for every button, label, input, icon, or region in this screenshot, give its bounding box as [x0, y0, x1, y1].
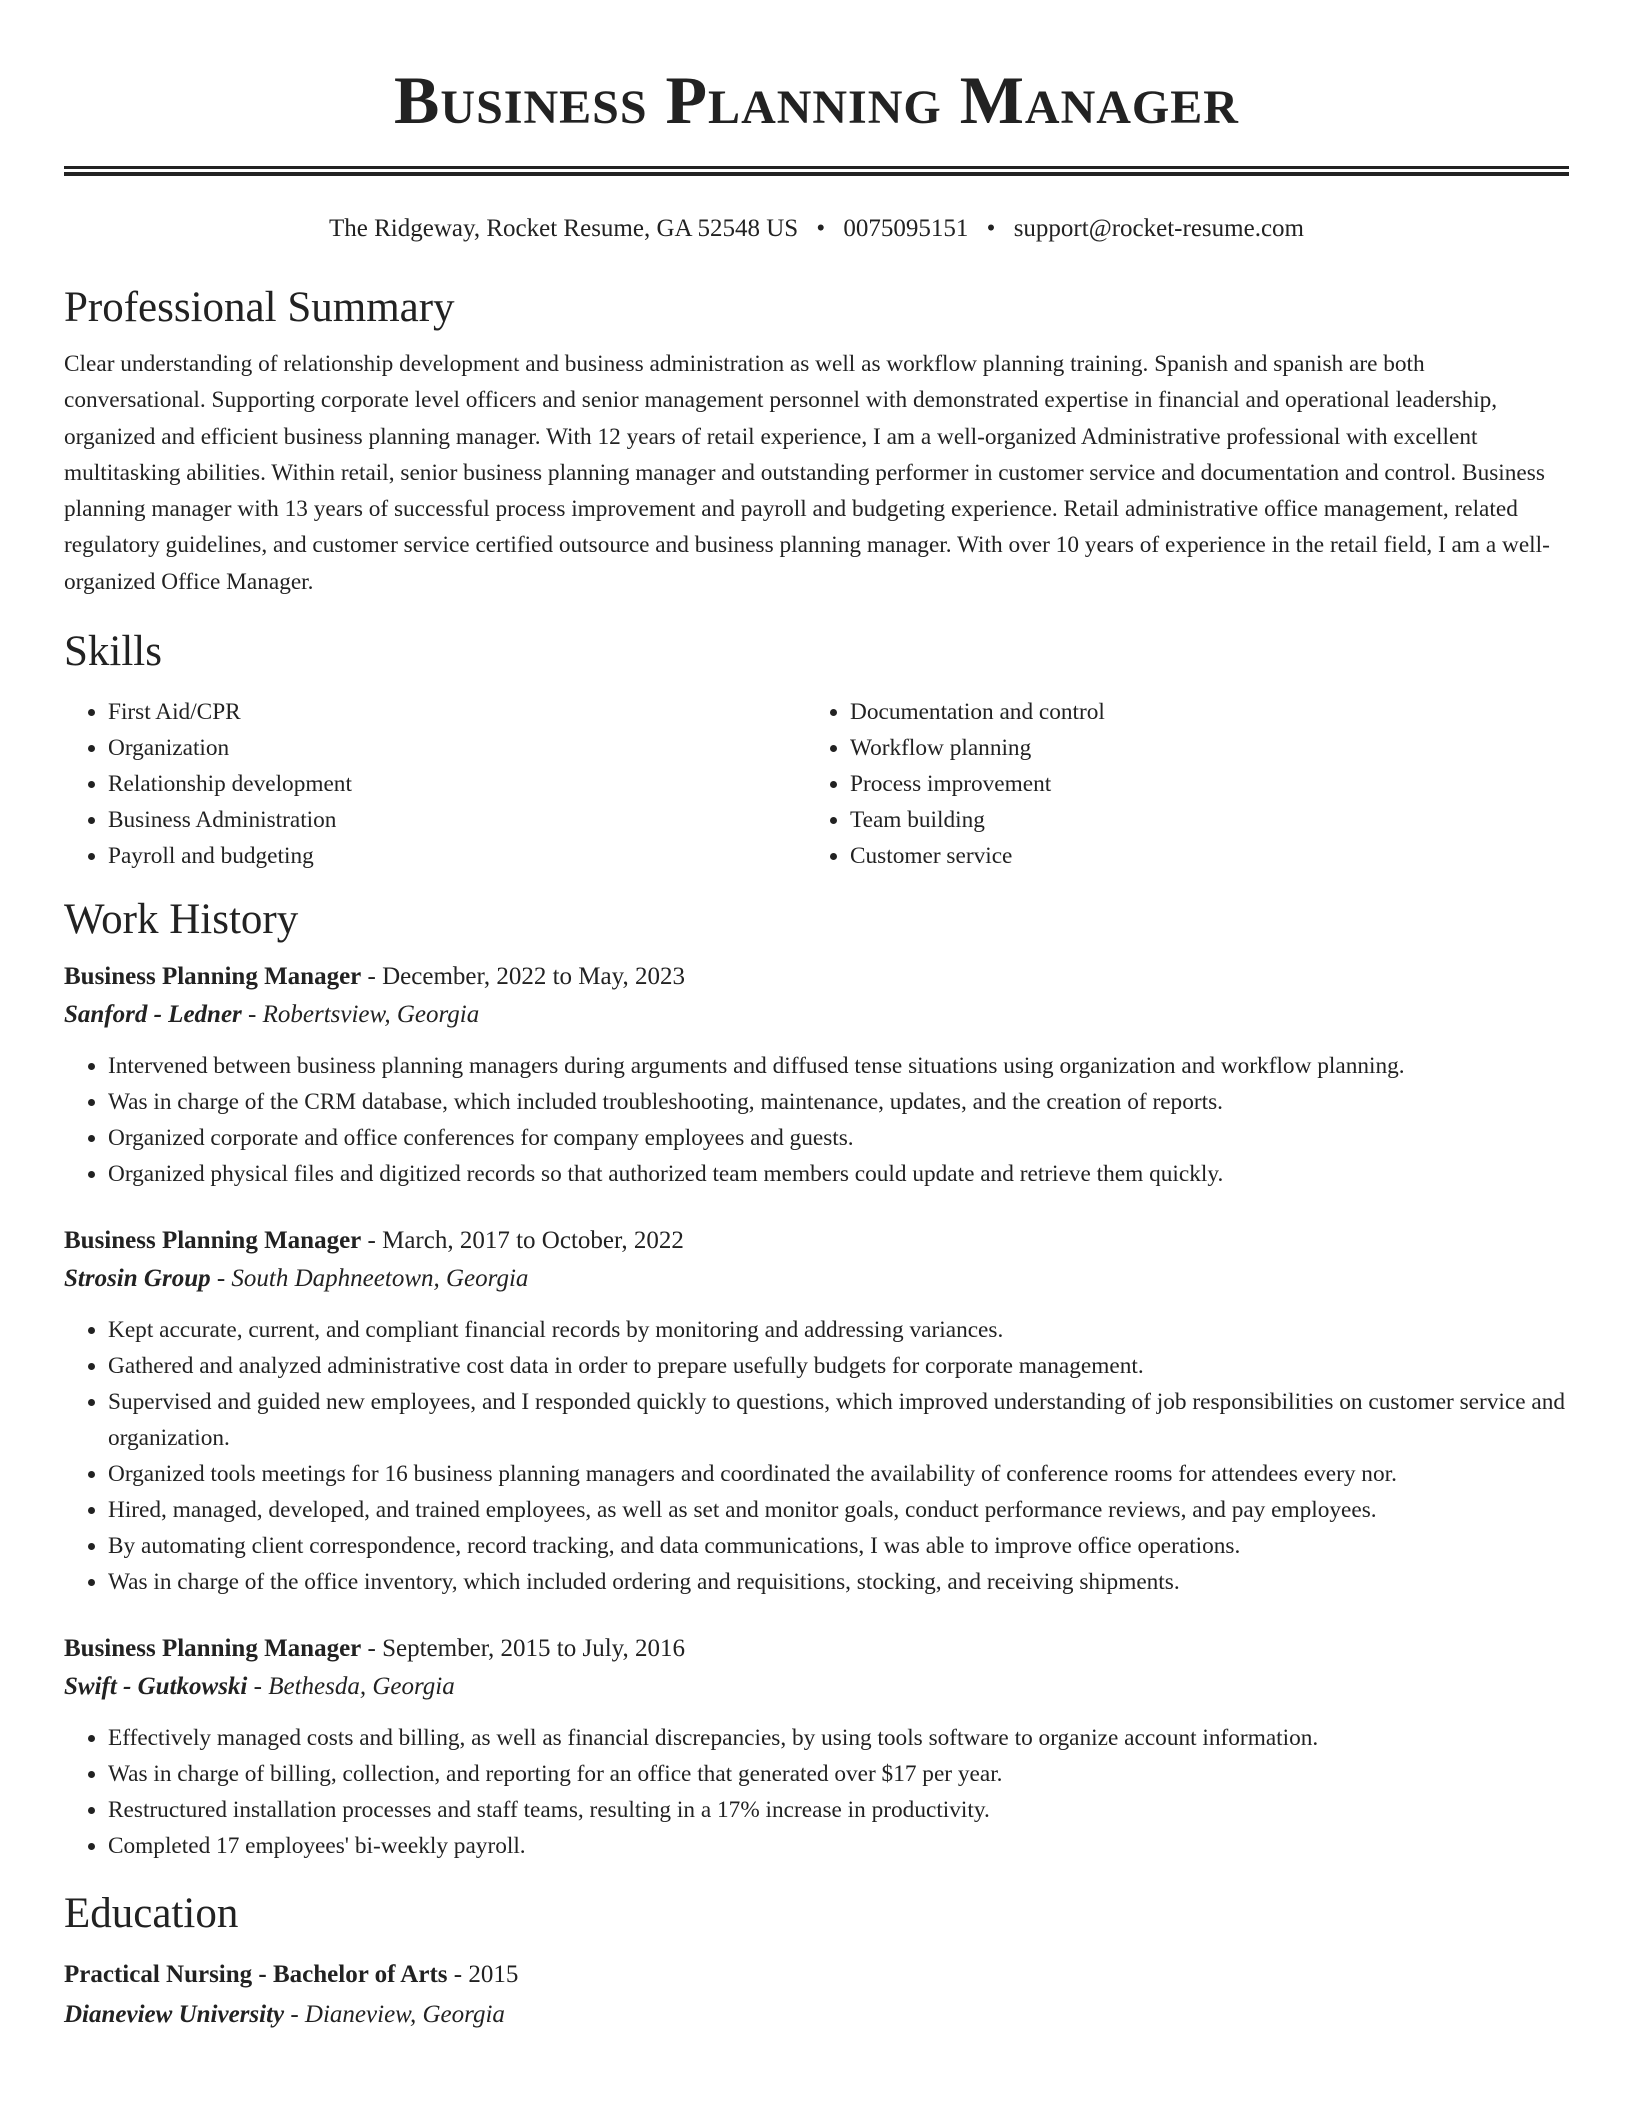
job-header	[64, 958, 1569, 996]
job-bullet: • Gathered and analyzed administrative cost data in order to prepare usefully budgets for corporate management.	[108, 1348, 1569, 1384]
contact-phone: 0075095151	[843, 215, 969, 242]
education-school: Dianeview University	[64, 2001, 285, 2029]
job-bullet: • Was in charge of the CRM database, which included troubleshooting, maintenance, updates, and the creation of reports.	[108, 1084, 1569, 1120]
job-role: Business Planning Manager	[64, 963, 362, 991]
job-bullet: • Organized tools meetings for 16 business planning managers and coordinated the availability of conference rooms for attendees every nor.	[108, 1456, 1569, 1492]
job-bullet: • Was in charge of the office inventory, which included ordering and requisitions, stocking, and receiving shipments.	[108, 1564, 1569, 1600]
skill-item: • Documentation and control	[850, 694, 1548, 730]
contact-email: support@rocket-resume.com	[1013, 215, 1304, 242]
job-bullets	[64, 1312, 1569, 1600]
skill-item: • Payroll and budgeting	[108, 838, 806, 874]
education-year: - 2015	[447, 1961, 519, 1989]
job-company: Sanford - Ledner	[64, 1001, 242, 1029]
job-location: - Bethesda, Georgia	[247, 1673, 455, 1701]
job-dates: - March, 2017 to October, 2022	[361, 1227, 684, 1255]
job-bullet: • Completed 17 employees' bi-weekly payroll.	[108, 1828, 1569, 1864]
summary-heading: Professional Summary	[64, 284, 455, 331]
job-entry	[64, 1630, 1569, 1864]
summary-text: Clear understanding of relationship development and business administration as well as workflow planning training. Spanish and spanish are both conversational. Supporting corporate level officers and senior management personnel with demonstrated expertise in financial and operational leadership, organized and efficient business planning manager. With 12 years of retail experience, I am a well-organized Administrative professional with excellent multitasking abilities. Within retail, senior business planning manager and outstanding performer in customer service and documentation and control. Business planning manager with 13 years of successful process improvement and payroll and budgeting experience. Retail administrative office management, related regulatory guidelines, and customer service certified outsource and business planning manager. With over 10 years of experience in the retail field, I am a well-organized Office Manager.	[64, 351, 1550, 595]
job-bullet: • Effectively managed costs and billing, as well as financial discrepancies, by using tools software to organize account information.	[108, 1720, 1569, 1756]
skill-item: • Customer service	[850, 838, 1548, 874]
skill-item: • First Aid/CPR	[108, 694, 806, 730]
job-company-line	[64, 1668, 1569, 1706]
job-company: Strosin Group	[64, 1265, 211, 1293]
work-history-heading: Work History	[64, 896, 299, 944]
skill-item: • Business Administration	[108, 802, 806, 838]
skill-item: • Process improvement	[850, 766, 1548, 802]
job-entry	[64, 1222, 1569, 1600]
job-bullet: • Restructured installation processes and staff teams, resulting in a 17% increase in productivity.	[108, 1792, 1569, 1828]
skill-item: • Relationship development	[108, 766, 806, 802]
job-company-line	[64, 1260, 1569, 1298]
job-role: Business Planning Manager	[64, 1227, 362, 1255]
job-bullet: • By automating client correspondence, record tracking, and data communications, I was able to improve office operations.	[108, 1528, 1569, 1564]
skill-item: • Workflow planning	[850, 730, 1548, 766]
job-bullet: • Organized physical files and digitized records so that authorized team members could update and retrieve them quickly.	[108, 1156, 1569, 1192]
job-dates: - December, 2022 to May, 2023	[361, 963, 685, 991]
contact-address: The Ridgeway, Rocket Resume, GA 52548 US	[329, 215, 799, 242]
resume-name: Business Planning Manager	[394, 62, 1239, 138]
job-header	[64, 1630, 1569, 1668]
job-dates: - September, 2015 to July, 2016	[361, 1635, 686, 1663]
job-location: - Robertsview, Georgia	[241, 1001, 480, 1029]
contact-line	[64, 212, 1569, 246]
job-entry	[64, 958, 1569, 1192]
job-bullet: • Kept accurate, current, and compliant financial records by monitoring and addressing variances.	[108, 1312, 1569, 1348]
job-company: Swift - Gutkowski	[64, 1673, 248, 1701]
header-divider	[64, 166, 1569, 176]
job-location: - South Daphneetown, Georgia	[210, 1265, 529, 1293]
skills-heading: Skills	[64, 628, 162, 676]
job-bullet: • Was in charge of billing, collection, and reporting for an office that generated over $17 per year.	[108, 1756, 1569, 1792]
skill-item: • Organization	[108, 730, 806, 766]
job-bullet: • Organized corporate and office conferences for company employees and guests.	[108, 1120, 1569, 1156]
job-bullets	[64, 1720, 1569, 1864]
job-company-line	[64, 996, 1569, 1034]
skill-item: • Team building	[850, 802, 1548, 838]
education-degree: Practical Nursing - Bachelor of Arts	[64, 1961, 448, 1989]
skills-column-left	[64, 694, 806, 874]
education-header	[64, 1956, 1569, 1994]
job-bullet: • Supervised and guided new employees, and I responded quickly to questions, which improved understanding of job responsibilities on customer service and organization.	[108, 1384, 1569, 1456]
education-location: - Dianeview, Georgia	[284, 2001, 505, 2029]
skills-column-right	[806, 694, 1548, 874]
contact-separator: •	[816, 215, 826, 242]
education-heading: Education	[64, 1890, 239, 1938]
job-bullet: • Intervened between business planning managers during arguments and diffused tense situations using organization and workflow planning.	[108, 1048, 1569, 1084]
skills-list	[64, 694, 1569, 874]
contact-separator: •	[986, 215, 996, 242]
job-bullet: • Hired, managed, developed, and trained employees, as well as set and monitor goals, conduct performance reviews, and pay employees.	[108, 1492, 1569, 1528]
job-role: Business Planning Manager	[64, 1635, 362, 1663]
job-header	[64, 1222, 1569, 1260]
job-bullets	[64, 1048, 1569, 1192]
education-school-line	[64, 1996, 1569, 2034]
